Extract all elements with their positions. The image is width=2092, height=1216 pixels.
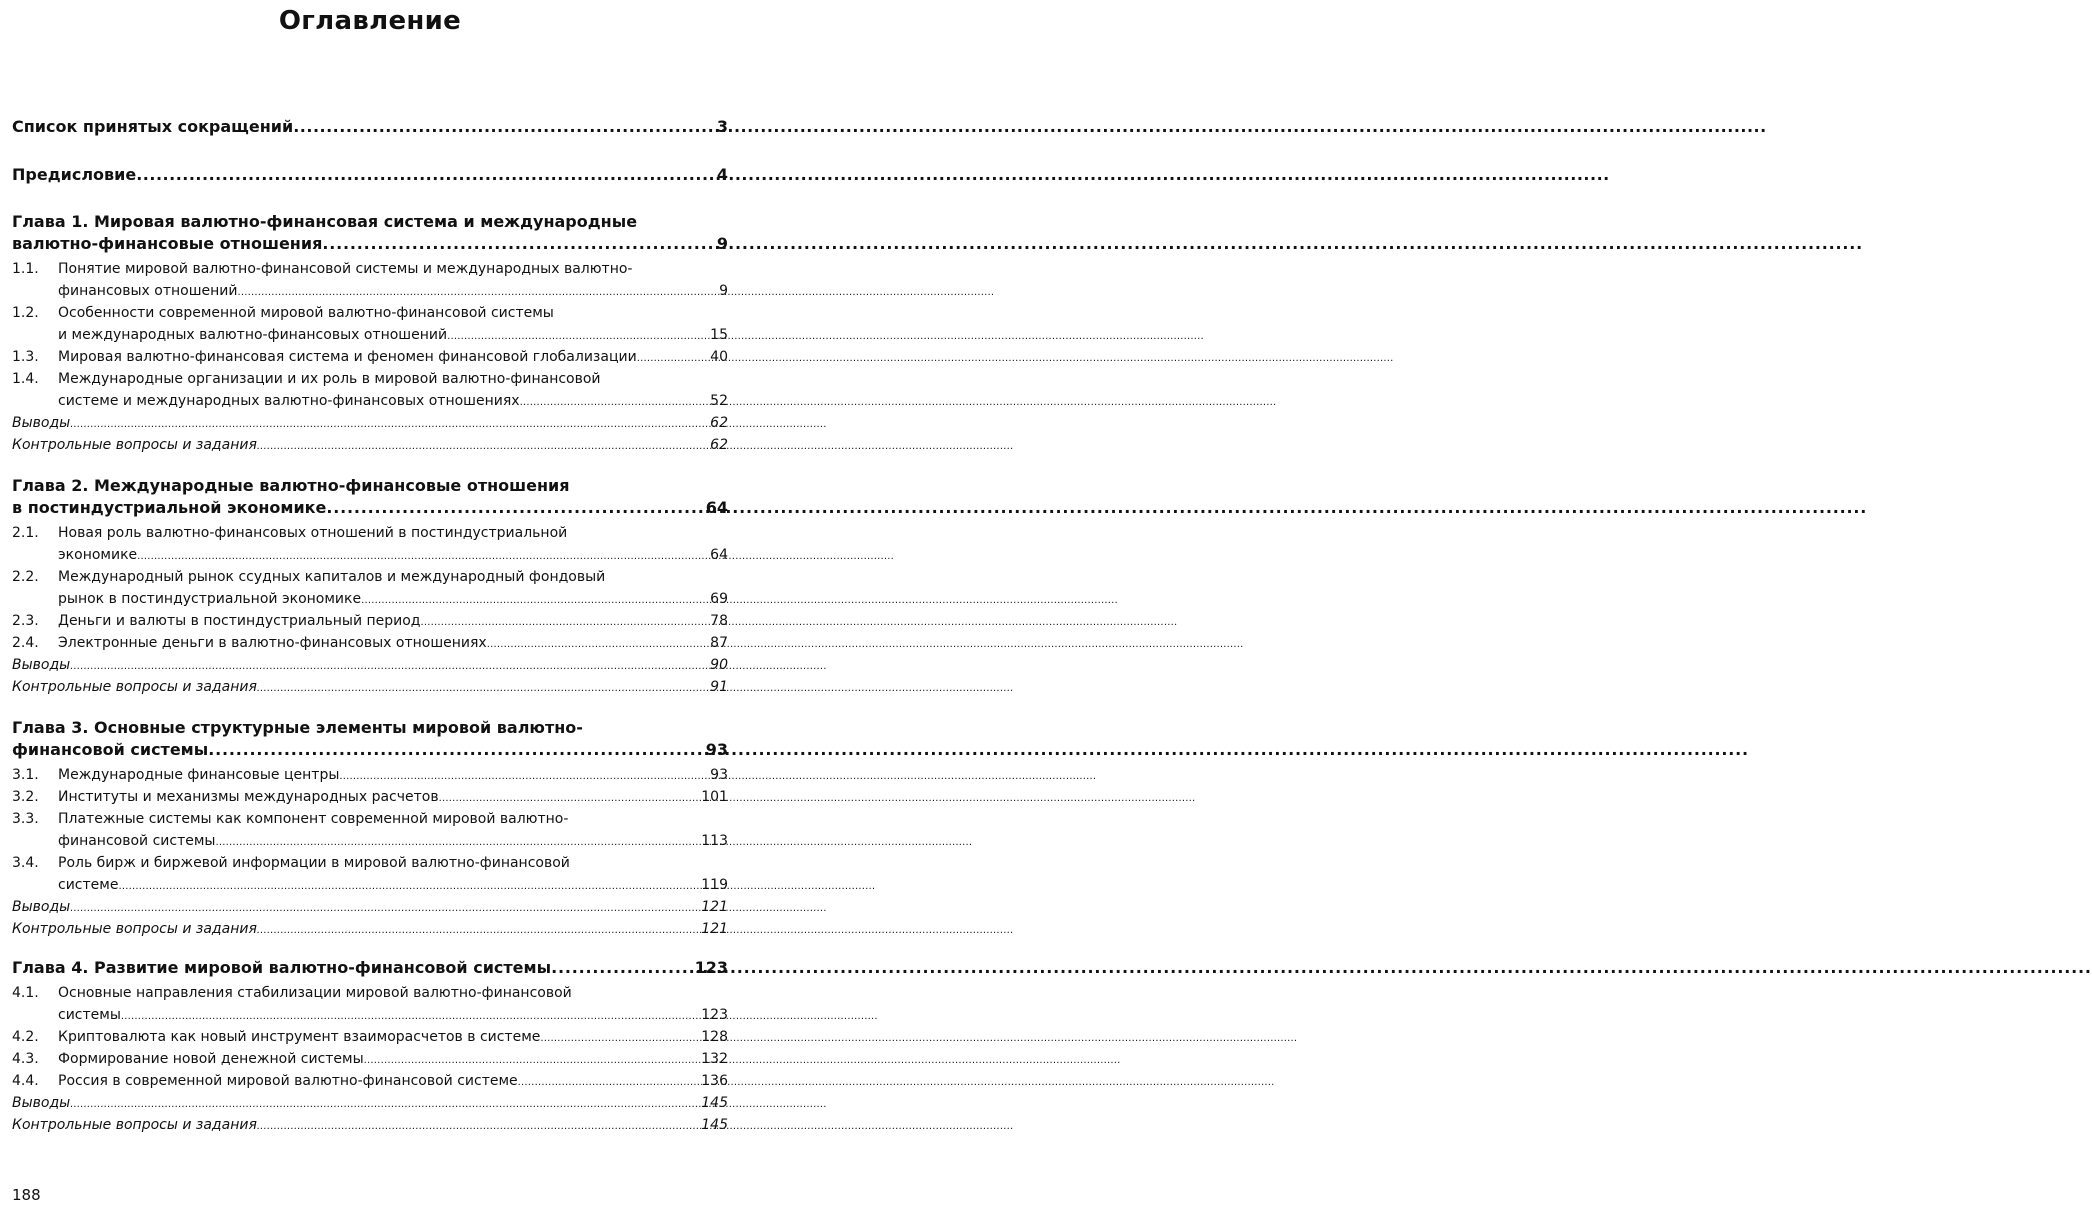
section-entry[interactable] bbox=[12, 610, 728, 632]
chapter-2 bbox=[12, 474, 728, 522]
questions-label: Контрольные вопросы и задания bbox=[12, 921, 257, 937]
leader-dots bbox=[70, 1092, 701, 1116]
conclusions-entry[interactable] bbox=[12, 896, 728, 918]
leader-dots bbox=[540, 1026, 701, 1050]
toc-entry-title: Предисловие bbox=[12, 165, 137, 184]
section-entry-end[interactable] bbox=[12, 280, 728, 302]
section-page: 9 bbox=[719, 283, 728, 299]
section-entry-end[interactable] bbox=[12, 544, 728, 566]
section-title-line: Электронные деньги в валютно-финансовых отношениях bbox=[58, 635, 487, 651]
leader-dots bbox=[137, 544, 710, 568]
section-number: 2.3. bbox=[12, 613, 39, 629]
section-number: 1.2. bbox=[12, 305, 39, 321]
section-title-line: и международных валютно-финансовых отношений bbox=[58, 327, 448, 343]
leader-dots bbox=[518, 1070, 702, 1094]
section-entry-end[interactable] bbox=[12, 390, 728, 412]
questions-page: 62 bbox=[710, 437, 728, 453]
section-page: 136 bbox=[701, 1073, 728, 1089]
section-entry[interactable] bbox=[12, 1048, 728, 1070]
chapter-title-entry[interactable] bbox=[12, 740, 728, 764]
toc-entry-page: 3 bbox=[716, 117, 728, 136]
leader-dots bbox=[215, 830, 701, 854]
questions-page: 145 bbox=[701, 1117, 728, 1133]
conclusions-entry[interactable] bbox=[12, 654, 728, 676]
section-page: 15 bbox=[710, 327, 728, 343]
section-entry[interactable] bbox=[12, 1070, 728, 1092]
section-title-line: Международный рынок ссудных капиталов и международный фондовый bbox=[58, 569, 606, 585]
leader-dots bbox=[257, 434, 710, 458]
leader-dots bbox=[70, 896, 701, 920]
leader-dots bbox=[257, 1114, 701, 1138]
section-entry-end[interactable] bbox=[12, 588, 728, 610]
section-number: 1.4. bbox=[12, 371, 39, 387]
toc-entry-preface[interactable] bbox=[12, 165, 728, 191]
chapter-title-line: Глава 4. Развитие мировой валютно-финансовой системы bbox=[12, 958, 552, 977]
section-title-line: системе bbox=[58, 877, 119, 893]
questions-label: Контрольные вопросы и задания bbox=[12, 679, 257, 695]
section-entry[interactable] bbox=[12, 852, 728, 874]
section-entry-end[interactable] bbox=[12, 1004, 728, 1026]
section-entry[interactable] bbox=[12, 346, 728, 368]
questions-entry[interactable] bbox=[12, 676, 728, 698]
questions-label: Контрольные вопросы и задания bbox=[12, 437, 257, 453]
section-page: 52 bbox=[710, 393, 728, 409]
conclusions-page: 121 bbox=[701, 899, 728, 915]
section-title-line: Понятие мировой валютно-финансовой системы и международных валютно- bbox=[58, 261, 633, 277]
section-page: 123 bbox=[701, 1007, 728, 1023]
questions-page: 121 bbox=[701, 921, 728, 937]
leader-dots bbox=[364, 1048, 702, 1072]
section-number: 3.3. bbox=[12, 811, 39, 827]
section-title-line: экономике bbox=[58, 547, 138, 563]
section-title-line: Формирование новой денежной системы bbox=[58, 1051, 364, 1067]
section-page: 78 bbox=[710, 613, 728, 629]
chapter-3 bbox=[12, 716, 728, 764]
chapter-page: 93 bbox=[705, 740, 728, 759]
section-title-line: рынок в постиндустриальной экономике bbox=[58, 591, 362, 607]
section-list bbox=[12, 982, 728, 1092]
section-page: 93 bbox=[710, 767, 728, 783]
questions-entry[interactable] bbox=[12, 918, 728, 940]
section-number: 2.4. bbox=[12, 635, 39, 651]
leader-dots bbox=[293, 117, 717, 136]
section-title-line: Роль бирж и биржевой информации в мировой валютно-финансовой bbox=[58, 855, 570, 871]
section-page: 101 bbox=[701, 789, 728, 805]
section-page: 64 bbox=[710, 547, 728, 563]
leader-dots bbox=[551, 958, 695, 977]
section-title-line: финансовой системы bbox=[58, 833, 216, 849]
toc-entry-title: Список принятых сокращений bbox=[12, 117, 294, 136]
leader-dots bbox=[439, 786, 702, 810]
leader-dots bbox=[361, 588, 710, 612]
section-title-line: Деньги и валюты в постиндустриальный период bbox=[58, 613, 421, 629]
section-title-line: системе и международных валютно-финансовых отношениях bbox=[58, 393, 520, 409]
section-title-line: Криптовалюта как новый инструмент взаиморасчетов в системе bbox=[58, 1029, 541, 1045]
conclusions-label: Выводы bbox=[12, 1095, 71, 1111]
section-number: 3.1. bbox=[12, 767, 39, 783]
section-number: 4.4. bbox=[12, 1073, 39, 1089]
chapter-page: 123 bbox=[694, 958, 728, 977]
conclusions-label: Выводы bbox=[12, 657, 71, 673]
chapter-title-entry[interactable] bbox=[12, 958, 728, 982]
leader-dots bbox=[421, 610, 711, 634]
chapter-title-entry[interactable] bbox=[12, 498, 728, 522]
section-entry[interactable] bbox=[12, 808, 728, 830]
section-title-line: Международные организации и их роль в мировой валютно-финансовой bbox=[58, 371, 601, 387]
leader-dots bbox=[118, 874, 701, 898]
table-of-contents bbox=[12, 117, 728, 1136]
section-number: 4.1. bbox=[12, 985, 39, 1001]
questions-entry[interactable] bbox=[12, 1114, 728, 1136]
section-number: 4.3. bbox=[12, 1051, 39, 1067]
section-page: 119 bbox=[701, 877, 728, 893]
leader-dots bbox=[322, 234, 717, 253]
leader-dots bbox=[136, 165, 717, 184]
section-number: 1.1. bbox=[12, 261, 39, 277]
section-entry[interactable] bbox=[12, 566, 728, 588]
section-entry[interactable] bbox=[12, 1026, 728, 1048]
chapter-title-line[interactable]: Глава 2. Международные валютно-финансовые отношения bbox=[12, 476, 570, 495]
conclusions-page: 90 bbox=[710, 657, 728, 673]
leader-dots bbox=[326, 498, 705, 517]
toc-entry-page: 4 bbox=[716, 165, 728, 184]
page-number: 188 bbox=[12, 1186, 41, 1204]
section-entry[interactable] bbox=[12, 982, 728, 1004]
chapter-title-line: финансовой системы bbox=[12, 740, 209, 759]
section-page: 113 bbox=[701, 833, 728, 849]
section-number: 2.2. bbox=[12, 569, 39, 585]
section-number: 3.2. bbox=[12, 789, 39, 805]
leader-dots bbox=[339, 764, 710, 788]
toc-entry-abbreviations[interactable] bbox=[12, 117, 728, 143]
section-title-line: финансовых отношений bbox=[58, 283, 238, 299]
leader-dots bbox=[70, 654, 710, 678]
section-title-line: Основные направления стабилизации мировой валютно-финансовой bbox=[58, 985, 572, 1001]
leader-dots bbox=[70, 412, 710, 436]
section-title-line: Институты и механизмы международных расчетов bbox=[58, 789, 439, 805]
conclusions-label: Выводы bbox=[12, 899, 71, 915]
section-number: 3.4. bbox=[12, 855, 39, 871]
leader-dots bbox=[637, 346, 710, 370]
section-title-line: Мировая валютно-финансовая система и феномен финансовой глобализации bbox=[58, 349, 637, 365]
leader-dots bbox=[487, 632, 710, 656]
chapter-title-line[interactable]: Глава 1. Мировая валютно-финансовая система и международные bbox=[12, 212, 638, 231]
section-list bbox=[12, 258, 728, 412]
chapter-title-entry[interactable] bbox=[12, 234, 728, 258]
section-entry-end[interactable] bbox=[12, 874, 728, 896]
conclusions-entry[interactable] bbox=[12, 1092, 728, 1114]
section-list bbox=[12, 764, 728, 896]
section-number: 4.2. bbox=[12, 1029, 39, 1045]
leader-dots bbox=[208, 740, 706, 759]
section-number: 1.3. bbox=[12, 349, 39, 365]
section-list bbox=[12, 522, 728, 654]
section-title-line: Особенности современной мировой валютно-финансовой системы bbox=[58, 305, 554, 321]
section-entry-end[interactable] bbox=[12, 324, 728, 346]
section-entry[interactable] bbox=[12, 368, 728, 390]
section-title-line: Международные финансовые центры bbox=[58, 767, 340, 783]
conclusions-page: 145 bbox=[701, 1095, 728, 1111]
section-entry-end[interactable] bbox=[12, 830, 728, 852]
questions-label: Контрольные вопросы и задания bbox=[12, 1117, 257, 1133]
section-page: 132 bbox=[701, 1051, 728, 1067]
page-title: Оглавление bbox=[278, 6, 462, 36]
chapter-4 bbox=[12, 958, 728, 982]
questions-page: 91 bbox=[710, 679, 728, 695]
conclusions-entry[interactable] bbox=[12, 412, 728, 434]
section-entry[interactable] bbox=[12, 258, 728, 280]
leader-dots bbox=[520, 390, 711, 414]
leader-dots bbox=[257, 918, 701, 942]
leader-dots bbox=[121, 1004, 701, 1028]
section-title-line: системы bbox=[58, 1007, 121, 1023]
section-number: 2.1. bbox=[12, 525, 39, 541]
questions-entry[interactable] bbox=[12, 434, 728, 456]
section-entry[interactable] bbox=[12, 522, 728, 544]
chapter-page: 9 bbox=[716, 234, 728, 253]
section-entry[interactable] bbox=[12, 786, 728, 808]
section-page: 87 bbox=[710, 635, 728, 651]
chapter-title-line: в постиндустриальной экономике bbox=[12, 498, 327, 517]
leader-dots bbox=[447, 324, 710, 348]
section-entry[interactable] bbox=[12, 302, 728, 324]
section-entry[interactable] bbox=[12, 764, 728, 786]
section-title-line: Платежные системы как компонент современной мировой валютно- bbox=[58, 811, 569, 827]
conclusions-label: Выводы bbox=[12, 415, 71, 431]
chapter-1 bbox=[12, 210, 728, 258]
section-title-line: Россия в современной мировой валютно-финансовой системе bbox=[58, 1073, 518, 1089]
section-entry[interactable] bbox=[12, 632, 728, 654]
conclusions-page: 62 bbox=[710, 415, 728, 431]
section-title-line: Новая роль валютно-финансовых отношений в постиндустриальной bbox=[58, 525, 568, 541]
section-page: 69 bbox=[710, 591, 728, 607]
chapter-title-line[interactable]: Глава 3. Основные структурные элементы мировой валютно- bbox=[12, 718, 583, 737]
section-page: 128 bbox=[701, 1029, 728, 1045]
leader-dots bbox=[257, 676, 710, 700]
chapter-title-line: валютно-финансовые отношения bbox=[12, 234, 323, 253]
leader-dots bbox=[237, 280, 719, 304]
section-page: 40 bbox=[710, 349, 728, 365]
chapter-page: 64 bbox=[705, 498, 728, 517]
